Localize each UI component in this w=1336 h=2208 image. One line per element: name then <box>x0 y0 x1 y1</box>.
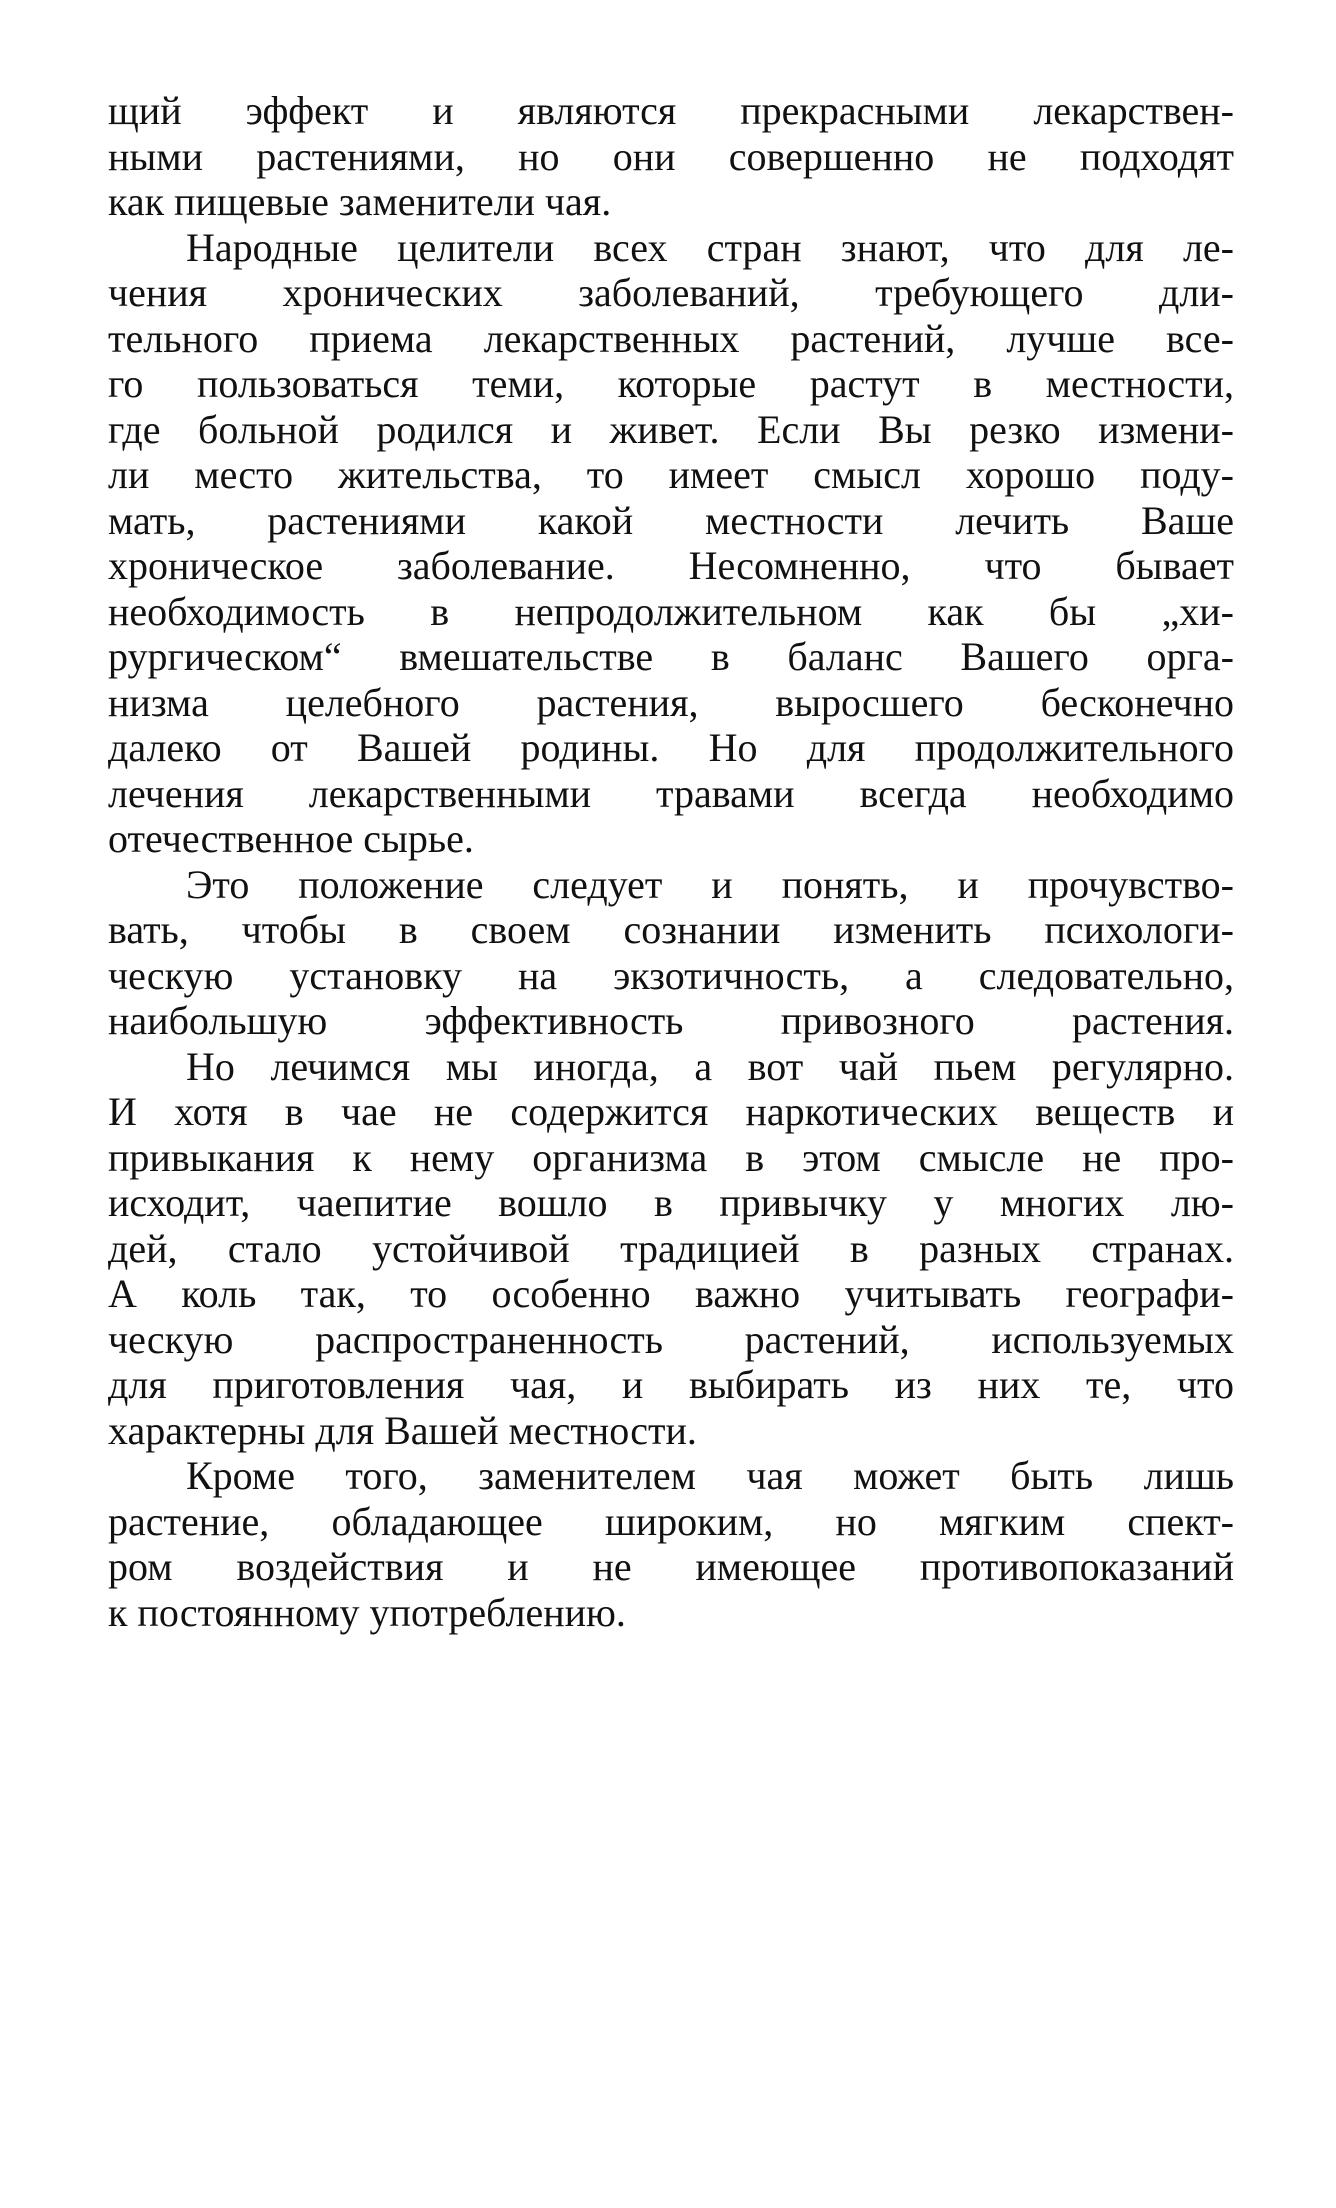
text-line: вать, чтобы в своем сознании изменить психологи- <box>108 907 1234 952</box>
paragraph-1 <box>108 88 1234 225</box>
text-line: наибольшую эффективность привозного растения. <box>108 998 1234 1043</box>
text-line: дей, стало устойчивой традицией в разных странах. <box>108 1225 1234 1271</box>
page-body <box>108 88 1234 1635</box>
text-line: ли место жительства, то имеет смысл хорошо поду- <box>108 452 1234 497</box>
paragraph-3 <box>108 862 1234 1044</box>
text-line: щий эффект и являются прекрасными лекарствен- <box>108 88 1234 133</box>
text-line: А коль так, то особенно важно учитывать географи- <box>108 1271 1234 1316</box>
text-line: для приготовления чая, и выбирать из них те, что <box>108 1362 1234 1407</box>
text-line: растение, обладающее широким, но мягким спект- <box>108 1498 1234 1544</box>
text-line: далеко от Вашей родины. Но для продолжительного <box>108 725 1234 770</box>
text-line: ческую установку на экзотичность, а следовательно, <box>108 952 1234 998</box>
text-line: привыкания к нему организма в этом смысле не про- <box>108 1134 1234 1180</box>
text-line: Это положение следует и понять, и прочувство- <box>186 861 1234 907</box>
text-line: характерны для Вашей местности. <box>108 1407 697 1453</box>
text-line: Народные целители всех стран знают, что для ле- <box>186 224 1234 270</box>
text-line: отечественное сырье. <box>108 816 474 861</box>
text-line: необходимость в непродолжительном как бы „хи- <box>108 588 1234 634</box>
text-line: ром воздействия и не имеющее противопоказаний <box>108 1544 1234 1589</box>
paragraph-5 <box>108 1453 1234 1635</box>
text-line: го пользоваться теми, которые растут в местности, <box>108 361 1234 406</box>
text-line: рургическом“ вмешательстве в баланс Вашего орга- <box>108 634 1234 679</box>
text-line: лечения лекарственными травами всегда необходимо <box>108 770 1234 816</box>
paragraph-4 <box>108 1044 1234 1454</box>
text-line: где больной родился и живет. Если Вы резко измени- <box>108 406 1234 452</box>
text-line: как пищевые заменители чая. <box>108 179 612 224</box>
text-line: ными растениями, но они совершенно не подходят <box>108 133 1234 179</box>
text-line: ческую распространенность растений, используемых <box>108 1316 1234 1362</box>
text-line: исходит, чаепитие вошло в привычку у многих лю- <box>108 1180 1234 1225</box>
text-line: низма целебного растения, выросшего бесконечно <box>108 679 1234 725</box>
text-line: Кроме того, заменителем чая может быть лишь <box>186 1453 1234 1498</box>
text-line: И хотя в чае не содержится наркотических веществ и <box>108 1089 1234 1134</box>
text-line: тельного приема лекарственных растений, лучше все- <box>108 315 1234 361</box>
text-line: к постоянному употреблению. <box>108 1589 626 1635</box>
paragraph-2 <box>108 225 1234 862</box>
text-line: чения хронических заболеваний, требующего дли- <box>108 270 1234 315</box>
text-line: хроническое заболевание. Несомненно, что бывает <box>108 543 1234 588</box>
text-line: Но лечимся мы иногда, а вот чай пьем регулярно. <box>186 1043 1234 1089</box>
text-line: мать, растениями какой местности лечить Ваше <box>108 497 1234 543</box>
